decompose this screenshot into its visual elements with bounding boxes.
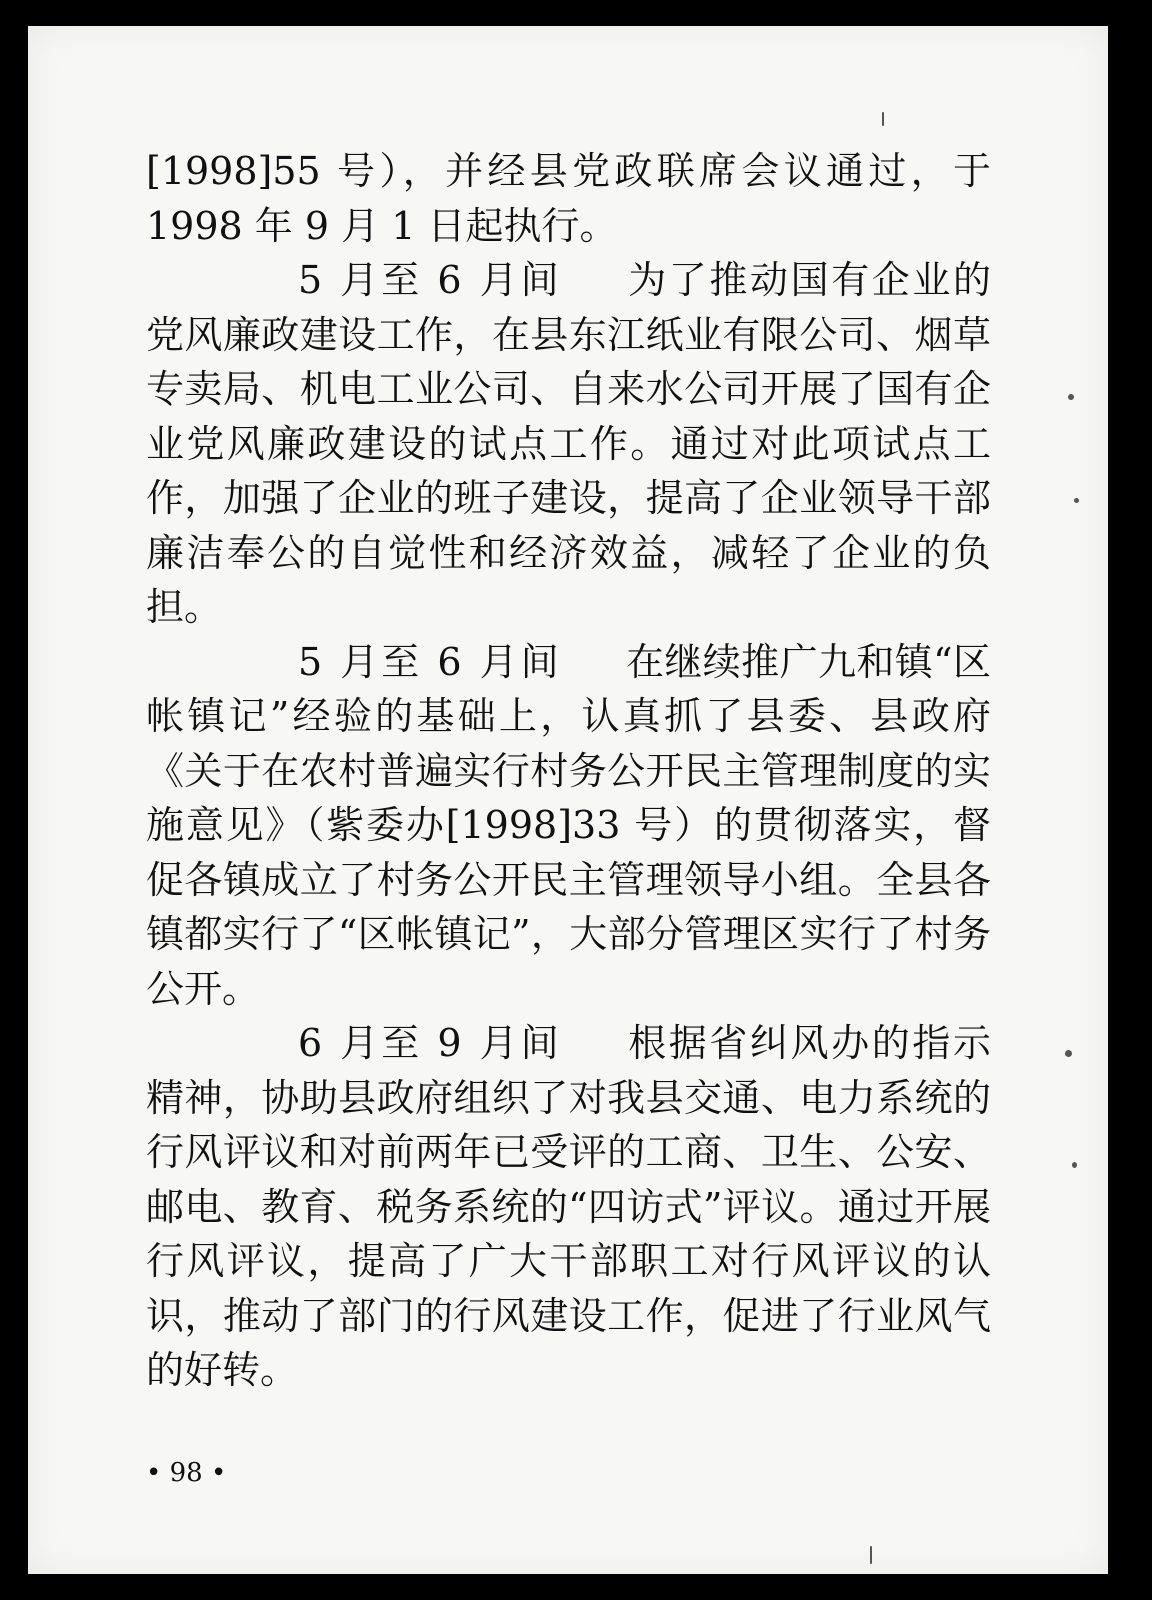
entry-date: 5 月至 6 月间 (298, 639, 562, 684)
continuation-paragraph: [1998]55 号），并经县党政联席会议通过，于 1998 年 9 月 1 日起执行。 (146, 149, 991, 248)
scanned-page (28, 26, 1108, 1574)
scan-speck (1072, 1162, 1077, 1168)
scan-speck (1065, 1050, 1072, 1057)
scan-speck (882, 112, 884, 126)
scan-speck (1074, 498, 1079, 503)
entry-date: 6 月至 9 月间 (298, 1021, 562, 1065)
scan-speck (870, 1546, 872, 1564)
chronicle-entry (146, 1016, 991, 1398)
scan-speck (1068, 394, 1074, 400)
document-body (146, 144, 991, 1398)
entry-text: 在继续推广九和镇“区帐镇记”经验的基础上，认真抓了县委、县政府《关于在农村普遍实行村务公开民主管理制度的实施意见》（紫委办[1998]33 号）的贯彻落实，督促各镇成立了村务公开民主管理领导小组。全县各镇都实行了“区帐镇记”，大部分管理区实行了村务公开。 (146, 639, 991, 1011)
entry-text: 根据省纠风办的指示精神，协助县政府组织了对我县交通、电力系统的行风评议和对前两年已受评的工商、卫生、公安、邮电、教育、税务系统的“四访式”评议。通过开展行风评议，提高了广大干部职工对行风评议的认识，推动了部门的行风建设工作，促进了行业风气的好转。 (146, 1021, 991, 1392)
chronicle-entry (146, 253, 991, 635)
chronicle-entry (146, 635, 991, 1017)
page-number: • 98 • (146, 1458, 227, 1488)
entry-date: 5 月至 6 月间 (298, 258, 562, 302)
entry-text: 为了推动国有企业的党风廉政建设工作，在县东江纸业有限公司、烟草专卖局、机电工业公司、自来水公司开展了国有企业党风廉政建设的试点工作。通过对此项试点工作，加强了企业的班子建设，提高了企业领导干部廉洁奉公的自觉性和经济效益，减轻了企业的负担。 (146, 258, 991, 629)
